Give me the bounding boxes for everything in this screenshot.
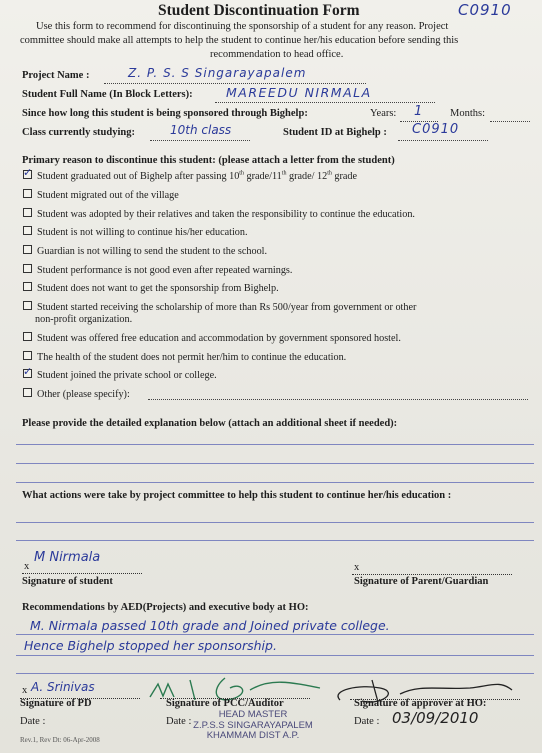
other-specify-line [148,399,528,400]
option-text: Student joined the private school or college. [37,370,217,381]
reasons-heading: Primary reason to discontinue this student: (please attach a letter from the student) [22,155,395,166]
class-line [150,140,250,141]
page-title: Student Discontinuation Form [158,2,360,19]
reason-option [23,189,179,201]
reason-option [23,301,416,313]
explanation-line [16,482,534,483]
stamp-line: Z.P.S.S SINGARAYAPALEM [193,719,313,731]
months-label: Months: [450,108,486,119]
option-text: Student does not want to get the sponsorship from Bighelp. [37,283,279,294]
checkbox[interactable] [23,245,32,254]
reason-option [23,282,279,294]
project-name-line [104,83,366,84]
pd-signature: A. Srinivas [31,680,95,694]
checkbox[interactable] [23,388,32,397]
years-label: Years: [370,108,397,119]
class-label: Class currently studying: [22,127,135,138]
actions-label: What actions were take by project committee to help this student to continue her/his education : [22,490,452,501]
intro-line-1: Use this form to recommend for discontinuing the sponsorship of a student for any reason. Project [36,21,449,32]
explanation-line [16,463,534,464]
student-signature-line [22,573,142,574]
reason-option-continued: non-profit organization. [35,314,133,325]
student-id-label: Student ID at Bighelp : [283,127,387,138]
reason-option [23,166,358,182]
parent-signature-label: Signature of Parent/Guardian [354,576,489,587]
approver-date-label: Date : [354,716,380,727]
checkbox[interactable] [23,166,33,179]
reason-option [23,365,217,381]
checkbox[interactable] [23,226,32,235]
explanation-line [16,444,534,445]
recommendation-line [16,634,534,635]
option-text: Student is not willing to continue his/her education. [37,227,248,238]
pcc-signature-label: Signature of PCC/Auditor [166,698,284,709]
intro-line-2: committee should make all attempts to help the student to continue her/his education before sending this [20,35,459,46]
recommendation-text-1: M. Nirmala passed 10th grade and Joined private college. [30,618,390,633]
student-sig-x: x [24,561,30,572]
years-value: 1 [414,104,423,119]
doc-number: C0910 [458,1,512,19]
recommendation-text-2: Hence Bighelp stopped her sponsorship. [24,638,277,653]
reason-option [23,388,130,400]
project-name-value: Z. P. S. S Singarayapalem [128,66,307,80]
reason-option [23,351,346,363]
student-signature: M Nirmala [34,550,101,565]
reason-option [23,245,267,257]
checkbox[interactable] [23,332,32,341]
class-value: 10th class [170,123,232,137]
option-text: Student performance is not good even after repeated warnings. [37,265,293,276]
parent-signature-line [352,574,512,575]
option-text: Other (please specify): [37,389,130,400]
check-mark-icon: ✓ [23,166,33,179]
explanation-label: Please provide the detailed explanation below (attach an additional sheet if needed): [22,418,398,429]
recommendation-line [16,655,534,656]
approver-date-value: 03/09/2010 [392,709,479,727]
revision-note: Rev.1, Rev Dt: 06-Apr-2008 [20,736,100,744]
option-text: The health of the student does not permit her/him to continue the education. [37,352,347,363]
stamp-line: KHAMMAM DIST A.P. [206,730,300,741]
stamp-line: HEAD MASTER [218,709,288,720]
option-text: Student started receiving the scholarship of more than Rs 500/year from government or other [37,302,417,313]
reason-option [23,226,248,238]
pd-sig-x: x [22,685,28,696]
reason-option [23,208,415,220]
checkbox[interactable] [23,282,32,291]
recommendations-label: Recommendations by AED(Projects) and executive body at HO: [22,602,309,613]
option-text: Student graduated out of Bighelp after passing 10th grade/11th grade/ 12th grade [37,170,358,182]
pcc-date-label: Date : [166,716,192,727]
checkbox[interactable] [23,189,32,198]
student-id-value: C0910 [412,122,460,137]
months-line [490,121,530,122]
reason-option [23,264,292,276]
project-name-label: Project Name : [22,70,90,81]
checkbox[interactable] [23,365,33,378]
checkbox[interactable] [23,264,32,273]
full-name-value: MAREEDU NIRMALA [226,85,372,100]
pd-date-label: Date : [20,716,46,727]
approver-signature-label: Signature of approver at HO: [354,698,487,709]
student-id-line [398,140,488,141]
check-mark-icon: ✓ [23,365,33,378]
reason-option [23,332,401,344]
pd-signature-label: Signature of PD [20,698,92,709]
actions-line [16,522,534,523]
option-text: Student was adopted by their relatives and taken the responsibility to continue the education. [37,209,415,220]
option-text: Guardian is not willing to send the student to the school. [37,246,268,257]
option-text: Student migrated out of the village [37,190,179,201]
student-signature-label: Signature of student [22,576,113,587]
recommendation-line [16,673,534,674]
head-master-stamp [178,710,328,742]
option-text: Student was offered free education and accommodation by government sponsored hostel. [37,333,401,344]
intro-line-3: recommendation to head office. [210,49,344,60]
checkbox[interactable] [23,208,32,217]
since-label: Since how long this student is being sponsored through Bighelp: [22,108,308,119]
approver-signature-scribble [0,0,1,1]
full-name-label: Student Full Name (In Block Letters): [22,89,193,100]
actions-line [16,540,534,541]
checkbox[interactable] [23,301,32,310]
checkbox[interactable] [23,351,32,360]
parent-sig-x: x [354,562,360,573]
full-name-line [215,102,435,103]
